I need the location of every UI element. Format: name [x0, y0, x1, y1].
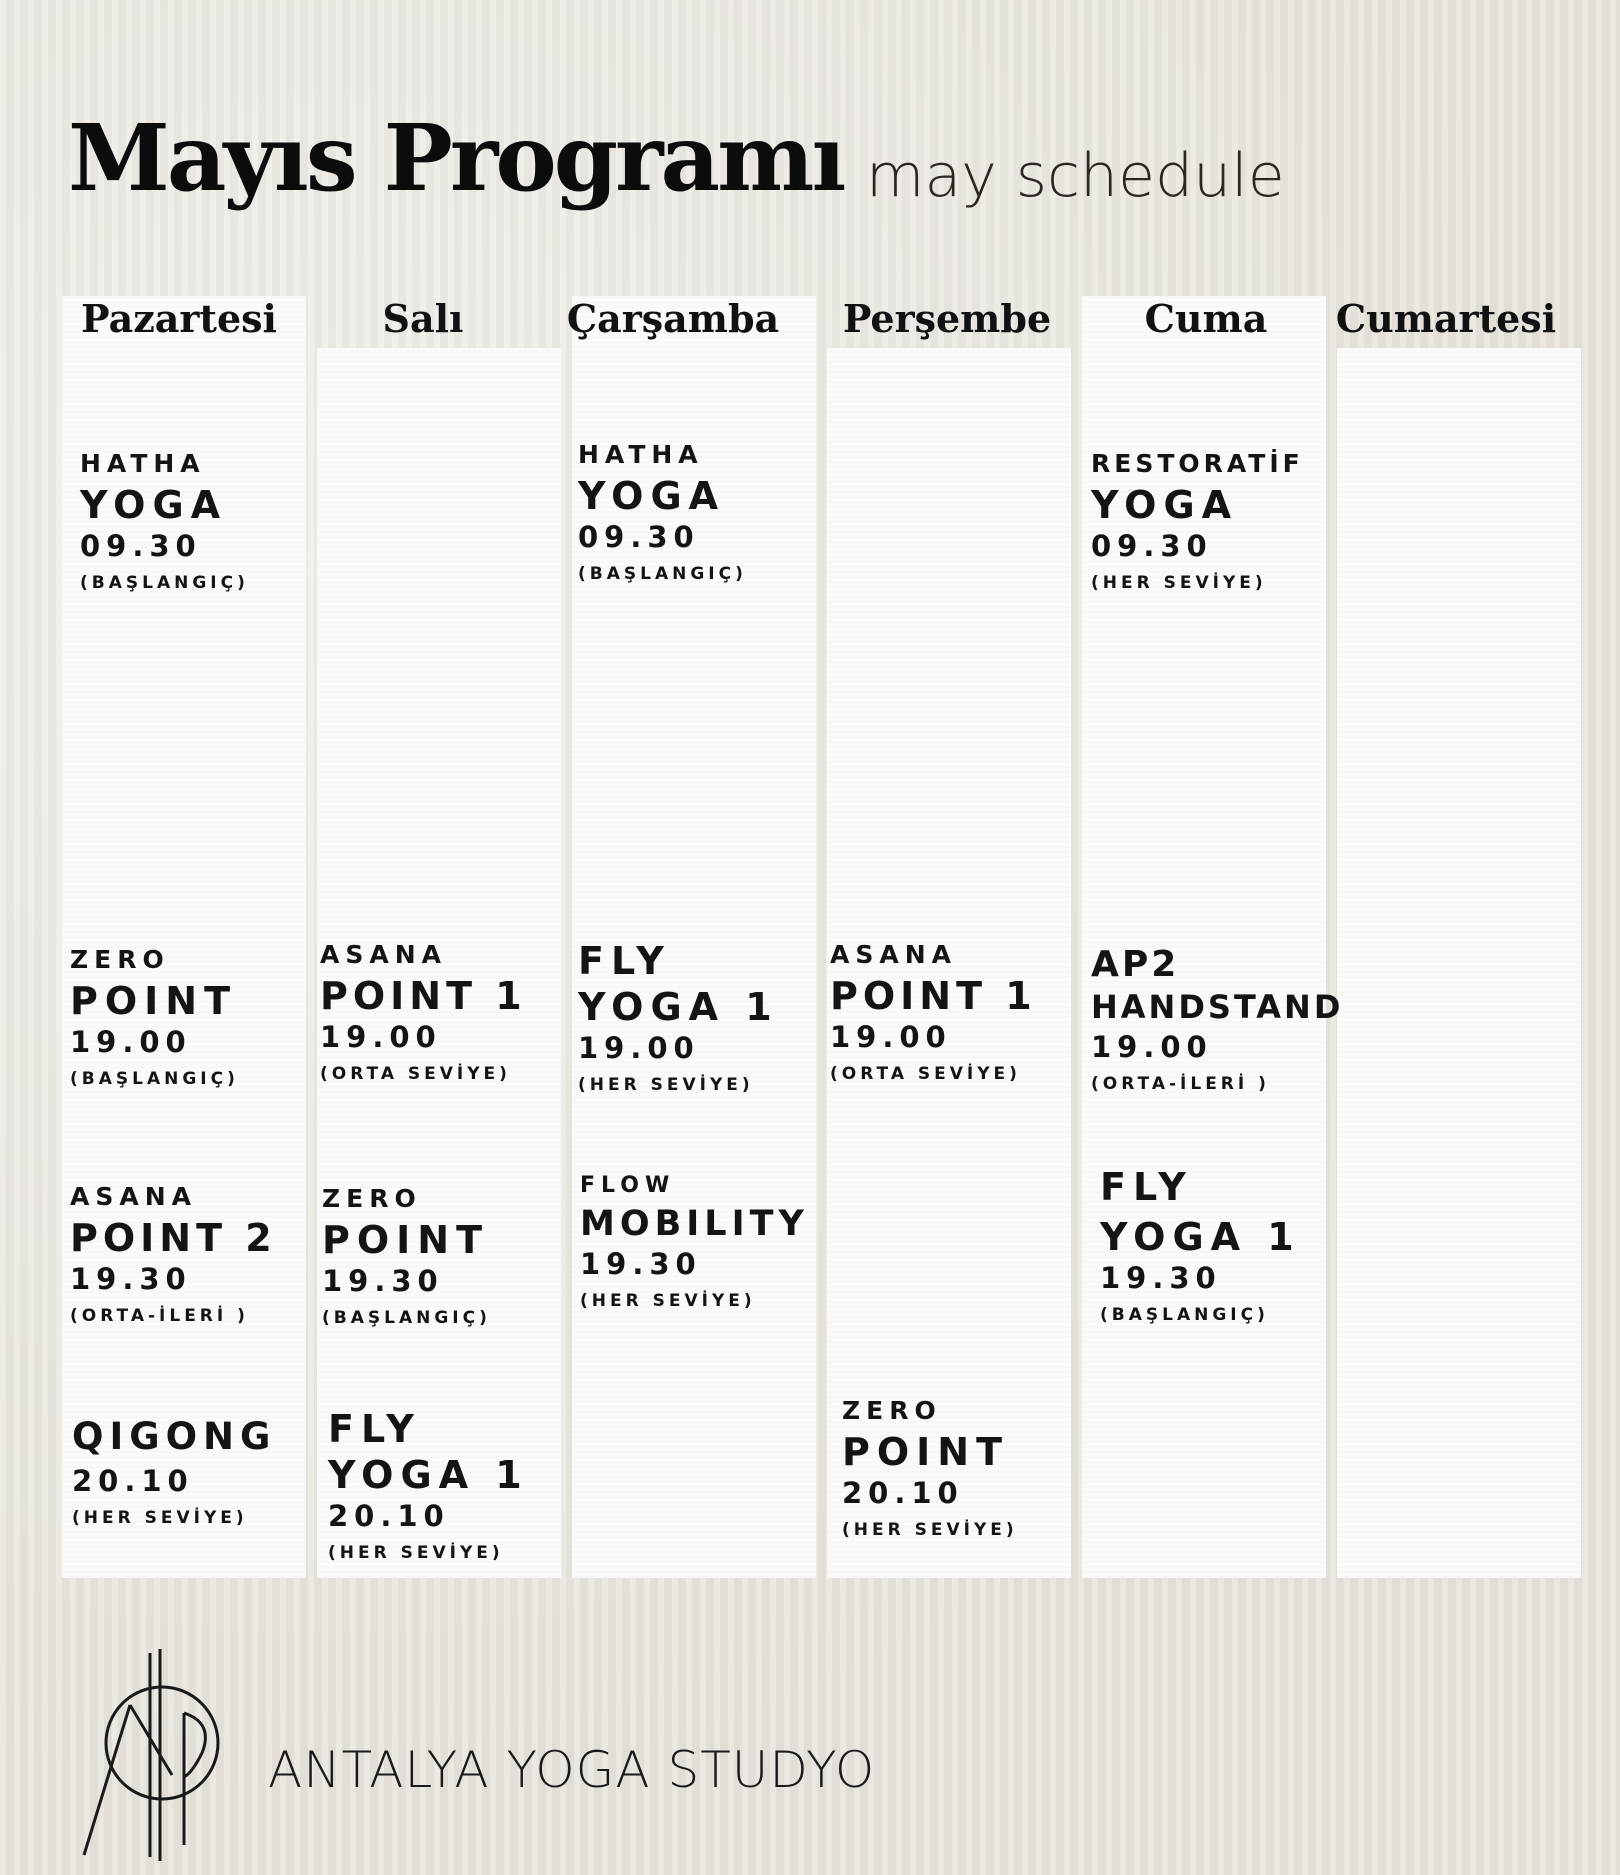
class-level: (HER SEVİYE) [72, 1508, 248, 1528]
class-level: (BAŞLANGIÇ) [1100, 1305, 1269, 1325]
day-header-tuesday: Salı [382, 296, 464, 341]
class-time: 09.30 [578, 520, 700, 554]
class-name-main: POINT 1 [830, 974, 1037, 1018]
class-tuesday-asana-point-1 [320, 942, 527, 1083]
class-time: 19.30 [580, 1247, 702, 1281]
class-name-top: ZERO [842, 1396, 942, 1425]
class-friday-fly-yoga-1 [1100, 1165, 1301, 1325]
class-thursday-asana-point-1 [830, 942, 1037, 1083]
class-time: 20.10 [328, 1499, 450, 1533]
class-name-main: YOGA [578, 474, 726, 518]
page-subtitle: may schedule [866, 141, 1285, 211]
class-friday-ap2-handstand [1091, 944, 1344, 1094]
class-name-main: POINT 1 [320, 974, 527, 1018]
class-monday-asana-point-2 [70, 1184, 277, 1325]
class-name-main: YOGA 1 [328, 1453, 529, 1497]
day-header-wednesday: Çarşamba [566, 296, 780, 341]
class-level: (BAŞLANGIÇ) [322, 1308, 491, 1328]
page-title: Mayıs Programı [68, 104, 844, 212]
class-friday-restoratif-yoga [1091, 451, 1304, 592]
class-level: (HER SEVİYE) [580, 1291, 756, 1311]
class-time: 19.00 [830, 1020, 952, 1054]
day-header-friday: Cuma [1144, 296, 1268, 341]
class-name-top: ZERO [322, 1184, 422, 1213]
class-time: 09.30 [80, 529, 202, 563]
class-time: 19.30 [70, 1262, 192, 1296]
day-header-thursday: Perşembe [842, 296, 1052, 341]
class-tuesday-zero-point [322, 1186, 491, 1327]
class-thursday-zero-point [842, 1398, 1018, 1539]
class-time: 19.30 [1100, 1261, 1222, 1295]
class-level: (ORTA SEVİYE) [320, 1064, 511, 1084]
class-name-main: YOGA [80, 483, 228, 527]
class-name-main: YOGA 1 [1100, 1215, 1301, 1259]
class-name-main: YOGA 1 [578, 985, 779, 1029]
class-wednesday-fly-yoga-1 [578, 939, 779, 1095]
class-name-top: ZERO [70, 945, 170, 974]
class-level: (ORTA-İLERİ ) [1091, 1074, 1270, 1094]
class-level: (ORTA SEVİYE) [830, 1064, 1021, 1084]
class-time: 20.10 [72, 1464, 194, 1498]
class-time: 20.10 [842, 1476, 964, 1510]
class-level: (HER SEVİYE) [842, 1520, 1018, 1540]
class-tuesday-fly-yoga-1 [328, 1407, 529, 1563]
class-name-top: RESTORATİF [1091, 449, 1304, 478]
class-time: 19.00 [578, 1031, 700, 1065]
class-name-main: POINT [842, 1430, 1010, 1474]
class-name-main: POINT 2 [70, 1216, 277, 1260]
class-monday-hatha-yoga [80, 451, 249, 592]
class-time: 19.00 [70, 1025, 192, 1059]
day-header-saturday: Cumartesi [1335, 296, 1557, 341]
class-name-main: QIGONG [72, 1415, 277, 1458]
class-time: 19.00 [1091, 1030, 1213, 1064]
class-name-main: YOGA [1091, 483, 1239, 527]
class-level: (HER SEVİYE) [578, 1075, 754, 1095]
class-name-main: HANDSTAND [1091, 988, 1344, 1026]
class-name-top: ASANA [320, 940, 447, 969]
day-header-monday: Pazartesi [81, 296, 277, 341]
class-time: 19.00 [320, 1020, 442, 1054]
class-wednesday-flow-mobility [580, 1175, 809, 1310]
class-name-top: AP2 [1091, 944, 1180, 985]
class-level: (BAŞLANGIÇ) [80, 573, 249, 593]
class-wednesday-hatha-yoga [578, 442, 747, 583]
column-saturday [1337, 348, 1581, 1578]
class-name-top: FLY [578, 939, 671, 983]
class-time: 09.30 [1091, 529, 1213, 563]
class-level: (HER SEVİYE) [328, 1543, 504, 1563]
class-level: (HER SEVİYE) [1091, 573, 1267, 593]
class-level: (ORTA-İLERİ ) [70, 1306, 249, 1326]
class-level: (BAŞLANGIÇ) [578, 564, 747, 584]
class-name-top: ASANA [830, 940, 957, 969]
class-name-top: FLOW [580, 1173, 676, 1198]
class-time: 19.30 [322, 1264, 444, 1298]
class-name-top: HATHA [80, 449, 206, 478]
class-name-main: POINT [70, 979, 238, 1023]
class-name-top: ASANA [70, 1182, 197, 1211]
class-monday-zero-point [70, 947, 239, 1088]
studio-name: ANTALYA YOGA STUDYO [268, 1741, 876, 1799]
class-level: (BAŞLANGIÇ) [70, 1069, 239, 1089]
class-name-main: MOBILITY [580, 1204, 809, 1244]
class-name-main: POINT [322, 1218, 490, 1262]
ayp-monogram-icon [80, 1645, 240, 1865]
class-name-top: FLY [1100, 1165, 1193, 1209]
class-name-top: HATHA [578, 440, 704, 469]
class-name-top: FLY [328, 1407, 421, 1451]
class-monday-qigong [72, 1415, 277, 1528]
